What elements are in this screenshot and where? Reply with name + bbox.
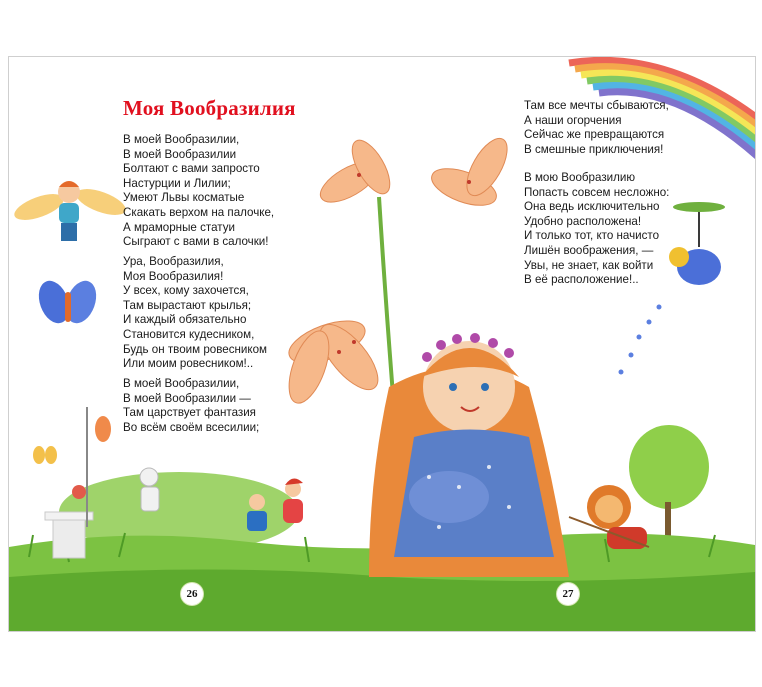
girl-with-flower-crown [369, 333, 569, 577]
poem-line: Моя Вообразилия! [123, 269, 224, 283]
poem-line: И каждый обязательно [123, 313, 247, 327]
winged-boy [11, 181, 129, 241]
page-number-right: 27 [557, 583, 579, 605]
stanza [123, 255, 267, 372]
poem-line: Во всём своём всесилии; [123, 420, 260, 434]
poem-line: Скакать верхом на палочке, [123, 205, 275, 219]
poem-line: Будь он твоим ровесником [123, 342, 267, 356]
poem-line: И только тот, кто начисто [524, 229, 660, 243]
book-spread [8, 56, 756, 632]
poem-line: В моей Вообразилии — [123, 391, 251, 405]
stanza [123, 377, 259, 435]
stanza [524, 171, 669, 288]
poem-line: В мою Вообразилию [524, 171, 636, 184]
poem-line: Попасть совсем несложно: [524, 185, 670, 199]
poem-line: Сыграют с вами в салочки! [123, 235, 269, 249]
poem-line: Или моим ровесником!.. [123, 357, 254, 371]
poem-line: Лишён воображения, — [524, 243, 654, 257]
poem-line: Там вырастают крылья; [123, 298, 252, 312]
stanza [524, 99, 669, 157]
poem-line: А мраморные статуи [123, 220, 235, 234]
poem-line: Болтают с вами запросто [123, 162, 260, 176]
poem-line: Удобно расположена! [524, 214, 642, 228]
poem-line: Ура, Вообразилия, [123, 255, 224, 268]
stanza [123, 133, 274, 250]
poem-line: В её расположение!.. [524, 273, 639, 287]
poem-line: В моей Вообразилии, [123, 377, 240, 390]
poem-line: А наши огорчения [524, 113, 622, 127]
butterfly [33, 277, 111, 464]
poem-line: Сейчас же превращаются [524, 128, 665, 142]
poem-line: Там все мечты сбываются, [524, 99, 669, 112]
poem-line: В моей Вообразилии, [123, 133, 240, 146]
poem-line: Умеют Львы косматые [123, 191, 245, 205]
poem-line: В смешные приключения! [524, 142, 664, 156]
poem-line: Там царствует фантазия [123, 406, 256, 420]
poem-line: Настурции и Лилии; [123, 176, 231, 190]
poem-line: Становится кудесником, [123, 327, 255, 341]
poem-line: Она ведь исключительно [524, 200, 660, 214]
poem-title: Моя Вообразилия [123, 96, 296, 120]
poem-line: Увы, не знает, как войти [524, 258, 654, 272]
poem-line: У всех, кому захочется, [123, 284, 249, 298]
page-number-left: 26 [181, 583, 203, 605]
poem-line: В моей Вообразилии [123, 147, 237, 161]
